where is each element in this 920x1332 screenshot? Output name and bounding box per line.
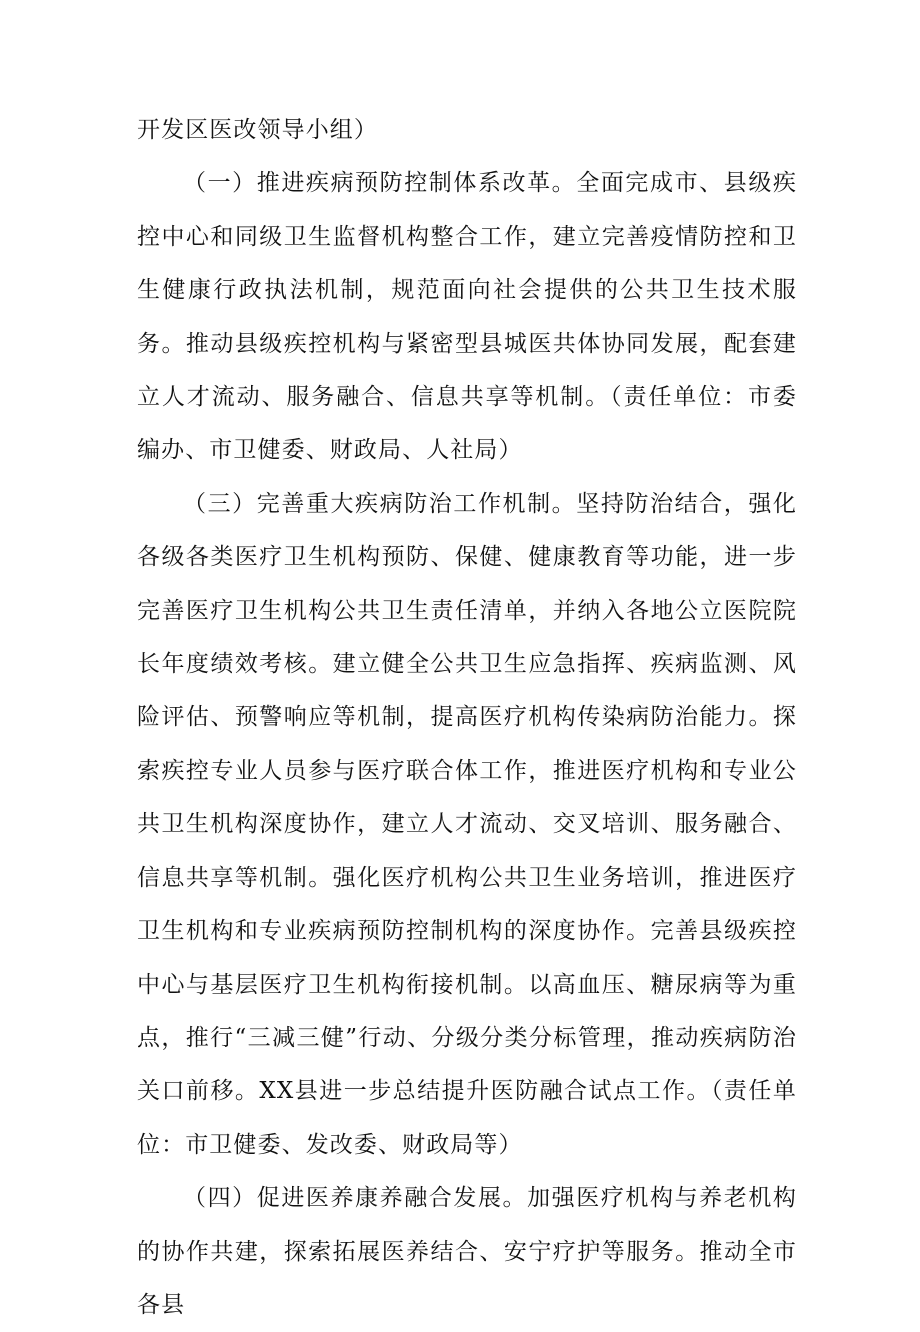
paragraph-section-4: （四）促进医养康养融合发展。加强医疗机构与养老机构的协作共建，探索拓展医养结合、安宁疗护等服务。推动全市各县 <box>137 1185 797 1318</box>
paragraph-section-1: （一）推进疾病预防控制体系改革。全面完成市、县级疾控中心和同级卫生监督机构整合工作，建立完善疫情防控和卫生健康行政执法机制，规范面向社会提供的公共卫生技术服务。推动县级疾控机构与紧密型县城医共体协同发展，配套建立人才流动、服务融合、信息共享等机制。（责任单位：市委编办、市卫健委、财政局、人社局） <box>137 170 797 464</box>
paragraph-section-3: （三）完善重大疾病防治工作机制。坚持防治结合，强化各级各类医疗卫生机构预防、保健、健康教育等功能，进一步完善医疗卫生机构公共卫生责任清单，并纳入各地公立医院院长年度绩效考核。建立健全公共卫生应急指挥、疾病监测、风险评估、预警响应等机制，提高医疗机构传染病防治能力。探索疾控专业人员参与医疗联合体工作，推进医疗机构和专业公共卫生机构深度协作，建立人才流动、交叉培训、服务融合、信息共享等机制。强化医疗机构公共卫生业务培训，推进医疗卫生机构和专业疾病预防控制机构的深度协作。完善县级疾控中心与基层医疗卫生机构衔接机制。以高血压、糖尿病等为重点，推行“三减三健”行动、分级分类分标管理，推动疾病防治关口前移。XX县进一步总结提升医防融合试点工作。（责任单位：市卫健委、发改委、财政局等） <box>137 490 797 1158</box>
document-body <box>137 104 797 1332</box>
paragraph-continuation: 开发区医改领导小组） <box>137 117 378 143</box>
